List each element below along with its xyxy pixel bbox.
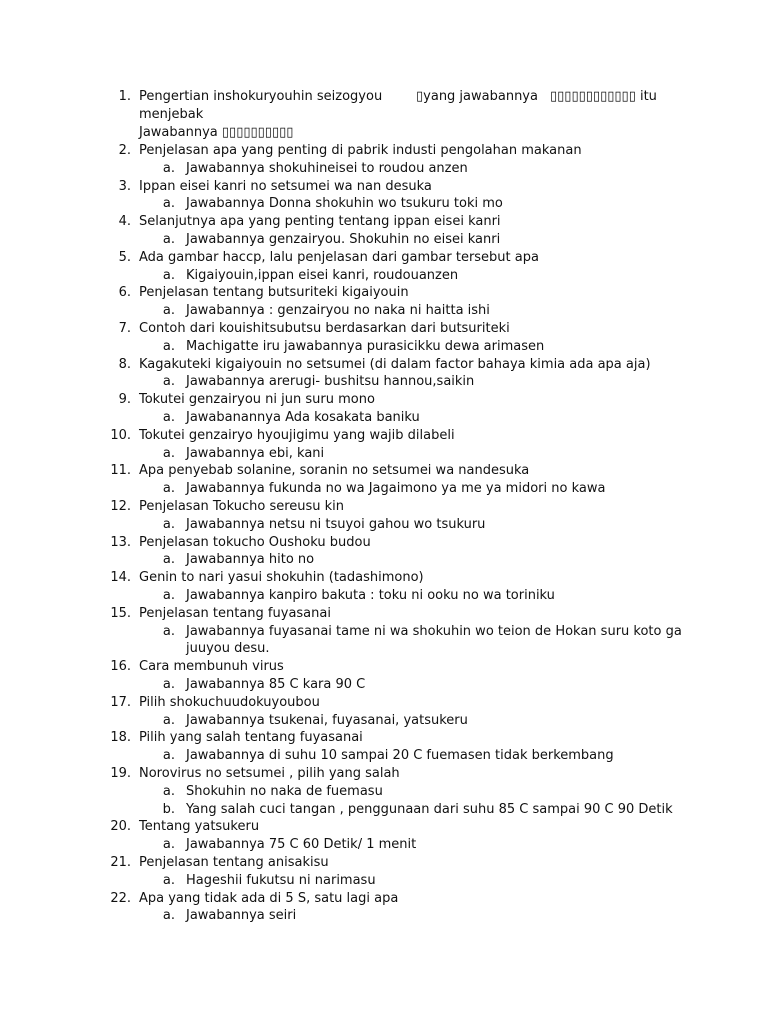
question-number: 19. — [110, 766, 131, 781]
question-text: Cara membunuh virus — [139, 659, 284, 674]
question-number: 2. — [118, 143, 131, 158]
answer-text: Jawabannya fuyasanai tame ni wa shokuhin wo teion de Hokan suru koto ga — [186, 624, 682, 639]
answer-text: Jawabannya Donna shokuhin wo tsukuru toki mo — [186, 196, 503, 211]
question-1-text-b: ▯yang jawabannya — [416, 89, 538, 104]
question-text: Contoh dari kouishitsubutsu berdasarkan dari butsuriteki — [139, 321, 510, 336]
question-text: Tokutei genzairyo hyoujigimu yang wajib dilabeli — [139, 428, 455, 443]
question-number: 20. — [110, 819, 131, 834]
answer-letter: a. — [162, 268, 175, 283]
answer-text: Jawabannya hito no — [186, 552, 315, 567]
question-number: 21. — [110, 855, 131, 870]
question-1-text-c: ▯▯▯▯▯▯▯▯▯▯▯▯ itu — [550, 89, 657, 104]
question-number: 5. — [118, 250, 131, 265]
answer-letter: a. — [162, 374, 175, 389]
answer-letter: a. — [162, 677, 175, 692]
answer-text: Machigatte iru jawabannya purasicikku dewa arimasen — [186, 339, 545, 354]
question-number: 12. — [110, 499, 131, 514]
question-number: 13. — [110, 535, 131, 550]
question-number: 18. — [110, 730, 131, 745]
question-number: 17. — [110, 695, 131, 710]
question-number: 9. — [118, 392, 131, 407]
answer-text: Jawabannya netsu ni tsuyoi gahou wo tsukuru — [186, 517, 486, 532]
answer-text: Jawabannya shokuhineisei to roudou anzen — [186, 161, 468, 176]
answer-letter: a. — [162, 232, 175, 247]
question-number: 3. — [118, 179, 131, 194]
answer-letter: a. — [162, 624, 175, 639]
question-text: Genin to nari yasui shokuhin (tadashimono) — [139, 570, 424, 585]
answer-text: Jawabannya arerugi- bushitsu hannou,saikin — [186, 374, 475, 389]
answer-text: Jawabannya fukunda no wa Jagaimono ya me ya midori no kawa — [186, 481, 606, 496]
question-text: Apa penyebab solanine, soranin no setsumei wa nandesuka — [139, 463, 530, 478]
answer-letter: a. — [162, 196, 175, 211]
question-text: Tentang yatsukeru — [139, 819, 260, 834]
answer-letter: a. — [162, 873, 175, 888]
question-text: Penjelasan tentang fuyasanai — [139, 606, 331, 621]
answer-letter: a. — [162, 446, 175, 461]
answer-text: Hageshii fukutsu ni narimasu — [186, 873, 376, 888]
question-text: Apa yang tidak ada di 5 S, satu lagi apa — [139, 891, 399, 906]
answer-text: Jawabannya tsukenai, fuyasanai, yatsukeru — [186, 713, 468, 728]
question-number: 7. — [118, 321, 131, 336]
question-text: Penjelasan tentang butsuriteki kigaiyouin — [139, 285, 409, 300]
answer-text: Jawabannya di suhu 10 sampai 20 C fuemasen tidak berkembang — [186, 748, 614, 763]
question-number: 14. — [110, 570, 131, 585]
question-text: Penjelasan apa yang penting di pabrik industi pengolahan makanan — [139, 143, 582, 158]
question-text: Penjelasan Tokucho sereusu kin — [139, 499, 345, 514]
question-1-text-cont: menjebak — [139, 107, 204, 122]
answer-text: Jawabannya ebi, kani — [186, 446, 325, 461]
answer-text: Jawabannya seiri — [186, 908, 297, 923]
answer-text: Jawabannya kanpiro bakuta : toku ni ooku no wa toriniku — [186, 588, 555, 603]
question-text: Norovirus no setsumei , pilih yang salah — [139, 766, 400, 781]
answer-letter: a. — [162, 837, 175, 852]
answer-text: Jawabannya genzairyou. Shokuhin no eisei kanri — [186, 232, 501, 247]
question-text: Penjelasan tokucho Oushoku budou — [139, 535, 371, 550]
question-text: Ippan eisei kanri no setsumei wa nan desuka — [139, 179, 432, 194]
question-text: Ada gambar haccp, lalu penjelasan dari gambar tersebut apa — [139, 250, 539, 265]
answer-letter: a. — [162, 339, 175, 354]
question-number: 15. — [110, 606, 131, 621]
answer-letter: a. — [162, 517, 175, 532]
question-number: 10. — [110, 428, 131, 443]
answer-text: Jawabannya : genzairyou no naka ni haitta ishi — [186, 303, 490, 318]
question-number: 11. — [110, 463, 131, 478]
answer-text: Shokuhin no naka de fuemasu — [186, 784, 383, 799]
question-1-text-a: Pengertian inshokuryouhin seizogyou — [139, 89, 383, 104]
answer-letter: a. — [162, 552, 175, 567]
answer-letter: a. — [162, 303, 175, 318]
question-text: Penjelasan tentang anisakisu — [139, 855, 329, 870]
answer-letter: a. — [162, 161, 175, 176]
question-text: Pilih yang salah tentang fuyasanai — [139, 730, 363, 745]
answer-letter: a. — [162, 410, 175, 425]
question-number: 22. — [110, 891, 131, 906]
question-text: Selanjutnya apa yang penting tentang ippan eisei kanri — [139, 214, 501, 229]
answer-text: Jawabannya 85 C kara 90 C — [186, 677, 366, 692]
question-number: 16. — [110, 659, 131, 674]
answer-text: Jawabanannya Ada kosakata baniku — [186, 410, 420, 425]
question-number: 8. — [118, 357, 131, 372]
answer-letter: a. — [162, 784, 175, 799]
question-number: 6. — [118, 285, 131, 300]
answer-letter: a. — [162, 748, 175, 763]
answer-letter: a. — [162, 713, 175, 728]
answer-text: Kigaiyouin,ippan eisei kanri, roudouanzen — [186, 268, 459, 283]
answer-text: Yang salah cuci tangan , penggunaan dari suhu 85 C sampai 90 C 90 Detik — [186, 802, 673, 817]
answer-letter: a. — [162, 588, 175, 603]
question-text: Pilih shokuchuudokuyoubou — [139, 695, 320, 710]
question-text: Kagakuteki kigaiyouin no setsumei (di dalam factor bahaya kimia ada apa aja) — [139, 357, 651, 372]
answer-letter: b. — [162, 802, 175, 817]
question-number: 4. — [118, 214, 131, 229]
answer-letter: a. — [162, 908, 175, 923]
question-1-answer: Jawabannya ▯▯▯▯▯▯▯▯▯▯ — [139, 125, 294, 140]
answer-letter: a. — [162, 481, 175, 496]
answer-text-continuation: juuyou desu. — [186, 641, 270, 656]
question-text: Tokutei genzairyou ni jun suru mono — [139, 392, 375, 407]
answer-text: Jawabannya 75 C 60 Detik/ 1 menit — [186, 837, 417, 852]
